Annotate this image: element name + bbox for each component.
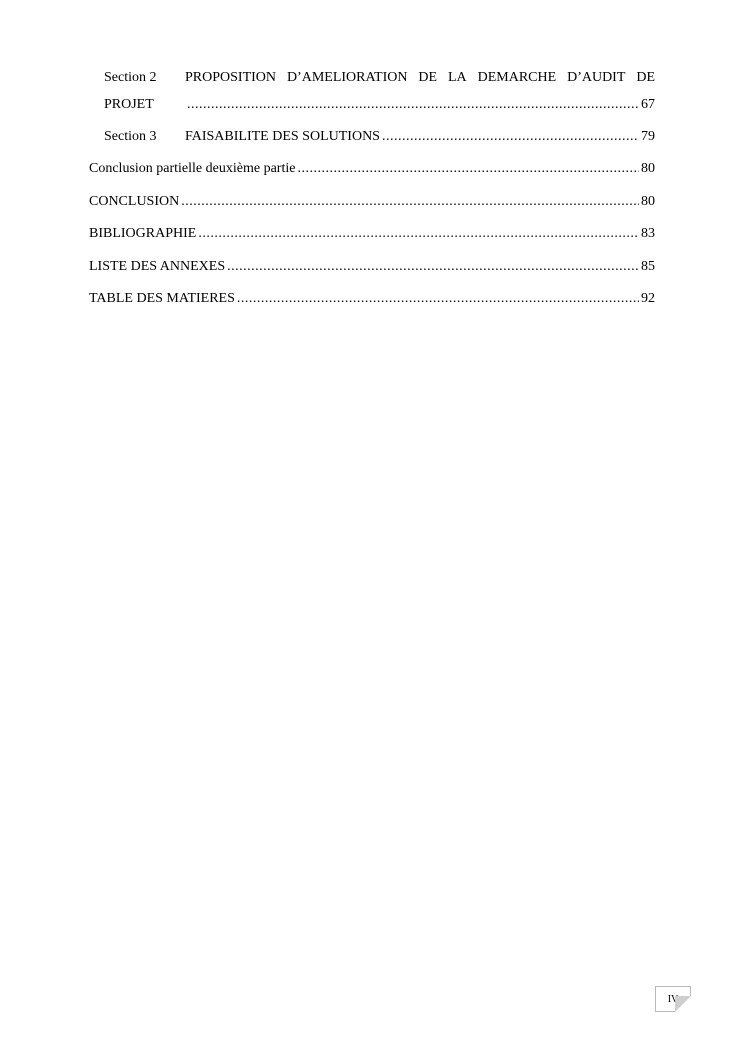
toc-entry-title: Conclusion partielle deuxième partie — [89, 161, 296, 176]
toc-page-number: 67 — [641, 97, 655, 112]
toc-entry-section-2-line-2[interactable] — [104, 95, 655, 115]
toc-title-word: PROPOSITION — [185, 70, 277, 85]
page-fold-corner — [675, 996, 691, 1012]
toc-title-word: DE — [418, 70, 438, 85]
toc-title-word: LA — [448, 70, 467, 85]
toc-title-word: DE — [636, 70, 655, 85]
toc-entry-bibliographie[interactable] — [89, 224, 655, 244]
toc-section-prefix: Section 3 — [104, 129, 157, 144]
toc-entry-title: TABLE DES MATIERES — [89, 291, 235, 306]
toc-leader-dots — [187, 95, 639, 115]
toc-leader-dots — [382, 127, 639, 147]
toc-entry-title: LISTE DES ANNEXES — [89, 259, 226, 274]
toc-entry-title: CONCLUSION — [89, 194, 180, 209]
toc-entry-conclusion-partielle[interactable] — [89, 159, 655, 179]
toc-entry-conclusion[interactable] — [89, 192, 655, 212]
toc-entry-section-2-line-1 — [104, 68, 655, 88]
toc-leader-dots — [297, 159, 639, 179]
toc-leader-dots — [227, 257, 639, 277]
toc-page-number: 92 — [641, 291, 655, 306]
toc-entry-title: FAISABILITE DES SOLUTIONS — [185, 129, 380, 144]
toc-page-number: 85 — [641, 259, 655, 274]
toc-page-number: 80 — [641, 161, 655, 176]
toc-page-number: 80 — [641, 194, 655, 209]
toc-section-prefix: Section 2 — [104, 70, 157, 85]
toc-entry-section-3[interactable] — [104, 127, 655, 147]
toc-entry-title-line-1 — [185, 68, 655, 88]
toc-page-number: 79 — [641, 129, 655, 144]
toc-page-number: 83 — [641, 226, 655, 241]
toc-title-word: DEMARCHE — [477, 70, 557, 85]
toc-entry-title: BIBLIOGRAPHIE — [89, 226, 197, 241]
toc-leader-dots — [198, 224, 639, 244]
toc-title-word: D’AUDIT — [567, 70, 626, 85]
toc-title-word: D’AMELIORATION — [286, 70, 408, 85]
page-number: IV — [667, 993, 679, 1005]
page-number-box — [655, 986, 691, 1012]
toc-leader-dots — [181, 192, 639, 212]
toc-entry-liste-annexes[interactable] — [89, 257, 655, 277]
toc-entry-table-matieres[interactable] — [89, 289, 655, 309]
toc-entry-title-continuation: PROJET — [104, 97, 154, 112]
toc-leader-dots — [237, 289, 639, 309]
